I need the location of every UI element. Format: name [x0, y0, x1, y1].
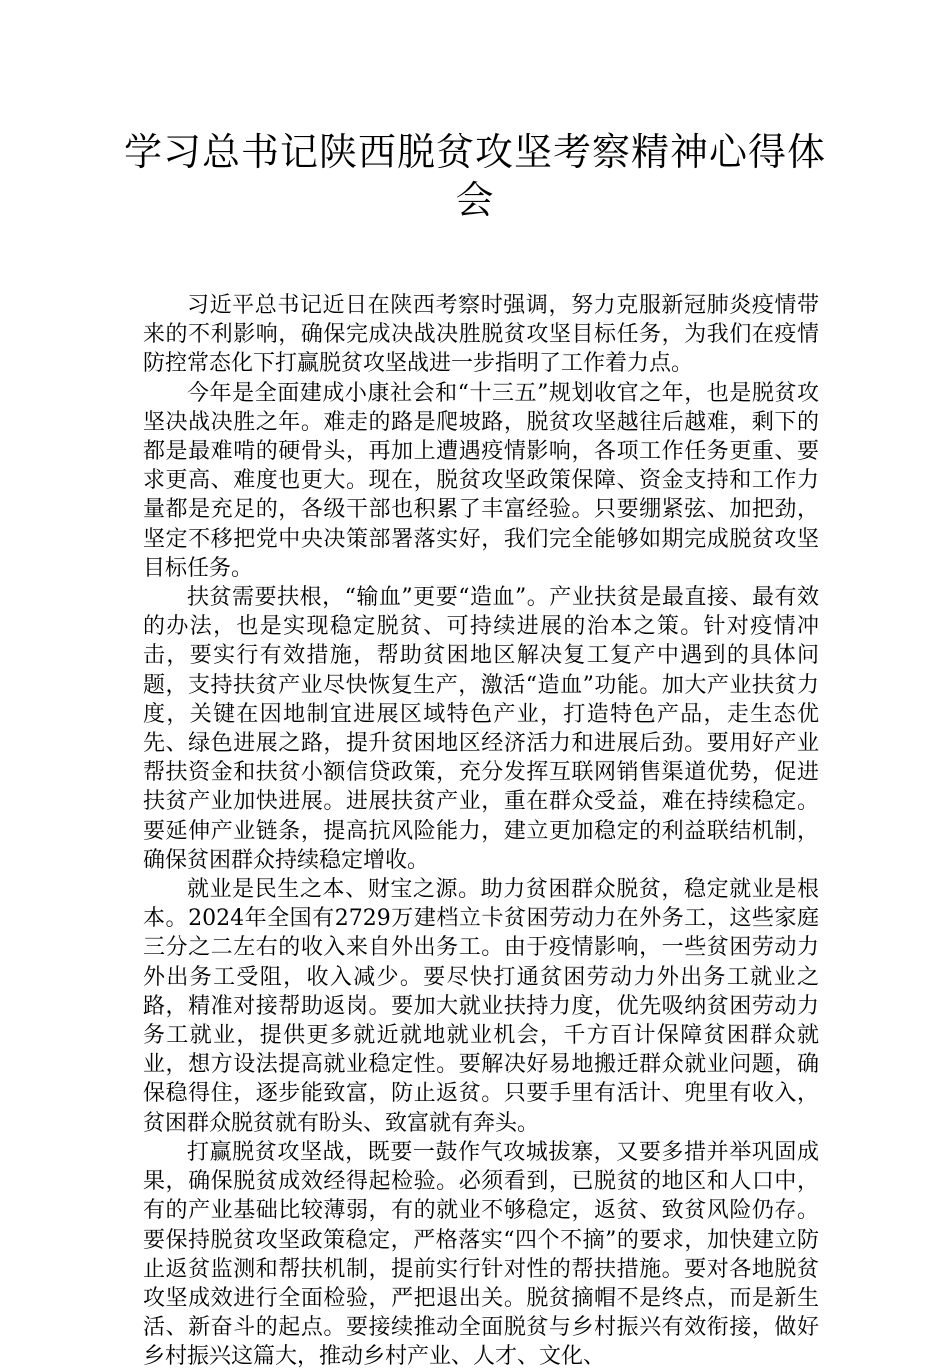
document-title: 学习总书记陕西脱贫攻坚考察精神心得体会 [123, 130, 826, 222]
paragraph: 扶贫需要扶根，“输血”更要“造血”。产业扶贫是最直接、最有效的办法，也是实现稳定脱贫、可持续进展的治本之策。针对疫情冲击，要实行有效措施，帮助贫困地区解决复工复产中遇到的具体问题，支持扶贫产业尽快恢复生产，激活“造血”功能。加大产业扶贫力度，关键在因地制宜进展区域特色产业，打造特色产品，走生态优先、绿色进展之路，提升贫困地区经济活力和进展后劲。要用好产业帮扶资金和扶贫小额信贷政策，充分发挥互联网销售渠道优势，促进扶贫产业加快进展。进展扶贫产业，重在群众受益，难在持续稳定。要延伸产业链条，提高抗风险能力，建立更加稳定的利益联结机制，确保贫困群众持续稳定增收。 [143, 585, 819, 873]
paragraph: 习近平总书记近日在陕西考察时强调，努力克服新冠肺炎疫情带来的不利影响，确保完成决战决胜脱贫攻坚目标任务，为我们在疫情防控常态化下打赢脱贫攻坚战进一步指明了工作着力点。 [143, 293, 819, 377]
paragraph: 打赢脱贫攻坚战，既要一鼓作气攻城拔寨，又要多措并举巩固成果，确保脱贫成效经得起检验。必须看到，已脱贫的地区和人口中，有的产业基础比较薄弱，有的就业不够稳定，返贫、致贫风险仍存。要保持脱贫攻坚政策稳定，严格落实“四个不摘”的要求，加快建立防止返贫监测和帮扶机制，提前实行针对性的帮扶措施。要对各地脱贫攻坚成效进行全面检验，严把退出关。脱贫摘帽不是终点，而是新生活、新奋斗的起点。要接续推动全面脱贫与乡村振兴有效衔接，做好乡村振兴这篇大，推动乡村产业、人才、文化、 [143, 1139, 819, 1370]
document-body [143, 291, 819, 1372]
paragraph: 就业是民生之本、财宝之源。助力贫困群众脱贫，稳定就业是根本。2024年全国有2729万建档立卡贫困劳动力在外务工，这些家庭三分之二左右的收入来自外出务工。由于疫情影响，一些贫困劳动力外出务工受阻，收入减少。要尽快打通贫困劳动力外出务工就业之路，精准对接帮助返岗。要加大就业扶持力度，优先吸纳贫困劳动力务工就业，提供更多就近就地就业机会，千方百计保障贫困群众就业，想方设法提高就业稳定性。要解决好易地搬迁群众就业问题，确保稳得住，逐步能致富，防止返贫。只要手里有活计、兜里有收入，贫困群众脱贫就有盼头、致富就有奔头。 [143, 877, 819, 1136]
paragraph: 今年是全面建成小康社会和“十三五”规划收官之年，也是脱贫攻坚决战决胜之年。难走的路是爬坡路，脱贫攻坚越往后越难，剩下的都是最难啃的硬骨头，再加上遭遇疫情影响，各项工作任务更重、要求更高、难度也更大。现在，脱贫攻坚政策保障、资金支持和工作力量都是充足的，各级干部也积累了丰富经验。只要绷紧弦、加把劲，坚定不移把党中央决策部署落实好，我们完全能够如期完成脱贫攻坚目标任务。 [143, 380, 819, 581]
